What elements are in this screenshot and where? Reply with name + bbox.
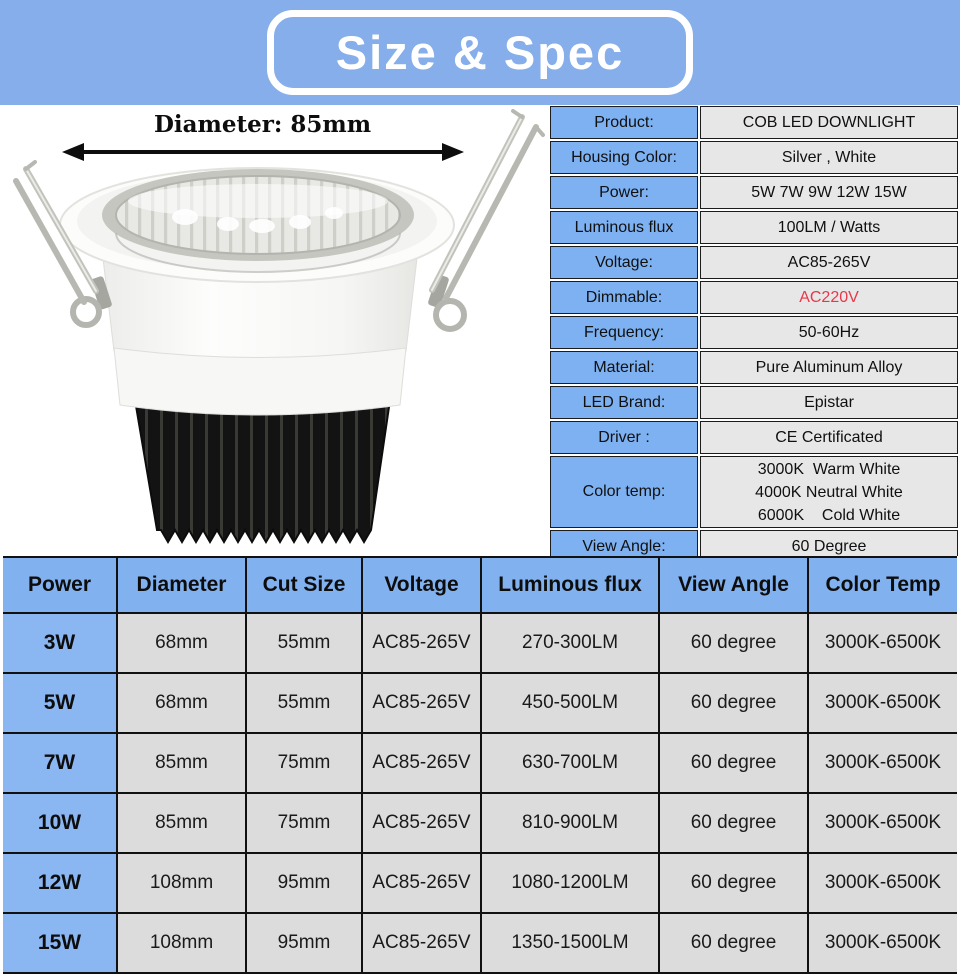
- power-data-cell: 55mm: [246, 673, 362, 733]
- power-value-cell: 10W: [3, 793, 117, 853]
- spec-value-cell: COB LED DOWNLIGHT: [700, 106, 958, 139]
- spec-value-line: 3000K Warm White: [757, 460, 901, 478]
- spec-label-cell: Power:: [550, 176, 698, 209]
- power-data-cell: 1080-1200LM: [481, 853, 659, 913]
- banner-strip: [0, 0, 960, 105]
- spec-value-cell: CE Certificated: [700, 421, 958, 454]
- page-title: Size & Spec: [335, 26, 625, 79]
- spec-label-cell: Voltage:: [550, 246, 698, 279]
- power-header-cell: Diameter: [117, 557, 246, 613]
- dimension-arrow: [62, 143, 464, 161]
- power-data-cell: AC85-265V: [362, 913, 481, 973]
- power-data-cell: 810-900LM: [481, 793, 659, 853]
- power-data-cell: 60 degree: [659, 793, 808, 853]
- spec-label-cell: LED Brand:: [550, 386, 698, 419]
- spec-label-cell: Product:: [550, 106, 698, 139]
- power-data-cell: 3000K-6500K: [808, 673, 957, 733]
- power-data-cell: AC85-265V: [362, 613, 481, 673]
- power-row: [3, 793, 957, 853]
- spec-value-cell: 50-60Hz: [700, 316, 958, 349]
- spec-label-cell: Frequency:: [550, 316, 698, 349]
- spec-row: [550, 456, 958, 528]
- power-data-cell: 68mm: [117, 673, 246, 733]
- power-value-cell: 3W: [3, 613, 117, 673]
- power-data-cell: 270-300LM: [481, 613, 659, 673]
- power-data-cell: 630-700LM: [481, 733, 659, 793]
- power-data-cell: 60 degree: [659, 673, 808, 733]
- power-row: [3, 613, 957, 673]
- power-data-cell: 60 degree: [659, 613, 808, 673]
- power-data-cell: 108mm: [117, 853, 246, 913]
- power-data-cell: 3000K-6500K: [808, 613, 957, 673]
- power-row: [3, 853, 957, 913]
- heatsink-fins: [135, 400, 390, 542]
- power-data-cell: 108mm: [117, 913, 246, 973]
- spec-row: [550, 246, 958, 279]
- power-data-cell: AC85-265V: [362, 733, 481, 793]
- spec-row: [550, 106, 958, 139]
- spec-label-cell: Luminous flux: [550, 211, 698, 244]
- power-table-body: [3, 613, 957, 973]
- power-header-cell: Voltage: [362, 557, 481, 613]
- spec-table: [548, 104, 960, 565]
- power-value-cell: 12W: [3, 853, 117, 913]
- spec-value-line: 6000K Cold White: [757, 506, 901, 524]
- spec-value-cell: 60 Degree: [700, 530, 958, 563]
- power-table: [3, 556, 957, 974]
- power-table-section: [0, 556, 960, 960]
- power-data-cell: AC85-265V: [362, 793, 481, 853]
- product-photo: [0, 105, 548, 556]
- spec-row: [550, 141, 958, 174]
- spec-value-cell: AC220V: [700, 281, 958, 314]
- dimension-label: Diameter: 85mm: [153, 111, 372, 138]
- spec-value-line: 4000K Neutral White: [755, 483, 903, 501]
- power-data-cell: AC85-265V: [362, 853, 481, 913]
- spec-label-cell: Housing Color:: [550, 141, 698, 174]
- downlight-illustration: [0, 105, 548, 556]
- spec-value-cell: 100LM / Watts: [700, 211, 958, 244]
- spec-label-cell: Material:: [550, 351, 698, 384]
- spec-label-cell: Color temp:: [550, 456, 698, 528]
- power-data-cell: 95mm: [246, 853, 362, 913]
- power-data-cell: 450-500LM: [481, 673, 659, 733]
- spec-row: [550, 176, 958, 209]
- power-header-cell: Color Temp: [808, 557, 957, 613]
- power-data-cell: AC85-265V: [362, 673, 481, 733]
- spec-table-body: [550, 106, 958, 563]
- power-value-cell: 15W: [3, 913, 117, 973]
- power-data-cell: 3000K-6500K: [808, 733, 957, 793]
- spec-row: [550, 386, 958, 419]
- power-table-head-row: [3, 557, 957, 613]
- spec-value-cell: Pure Aluminum Alloy: [700, 351, 958, 384]
- spec-value-cell: [700, 456, 958, 528]
- spec-row: [550, 211, 958, 244]
- power-header-cell: View Angle: [659, 557, 808, 613]
- spec-row: [550, 351, 958, 384]
- power-header-cell: Power: [3, 557, 117, 613]
- power-data-cell: 85mm: [117, 793, 246, 853]
- power-data-cell: 3000K-6500K: [808, 793, 957, 853]
- power-value-cell: 5W: [3, 673, 117, 733]
- power-data-cell: 75mm: [246, 793, 362, 853]
- spec-row: [550, 281, 958, 314]
- power-data-cell: 60 degree: [659, 913, 808, 973]
- spec-value-cell: AC85-265V: [700, 246, 958, 279]
- power-data-cell: 55mm: [246, 613, 362, 673]
- power-data-cell: 60 degree: [659, 853, 808, 913]
- spec-value-cell: Silver , White: [700, 141, 958, 174]
- power-row: [3, 913, 957, 973]
- spec-value-cell: Epistar: [700, 386, 958, 419]
- power-header-cell: Cut Size: [246, 557, 362, 613]
- power-data-cell: 75mm: [246, 733, 362, 793]
- power-data-cell: 1350-1500LM: [481, 913, 659, 973]
- power-value-cell: 7W: [3, 733, 117, 793]
- power-data-cell: 95mm: [246, 913, 362, 973]
- spec-label-cell: Driver :: [550, 421, 698, 454]
- power-data-cell: 85mm: [117, 733, 246, 793]
- banner-box: [267, 10, 693, 95]
- spec-row: [550, 316, 958, 349]
- trim-ring: [60, 168, 454, 282]
- power-data-cell: 68mm: [117, 613, 246, 673]
- spec-label-cell: View Angle:: [550, 530, 698, 563]
- spec-label-cell: Dimmable:: [550, 281, 698, 314]
- main-section: [0, 105, 960, 556]
- power-row: [3, 673, 957, 733]
- power-data-cell: 60 degree: [659, 733, 808, 793]
- power-data-cell: 3000K-6500K: [808, 913, 957, 973]
- spec-row: [550, 421, 958, 454]
- power-header-cell: Luminous flux: [481, 557, 659, 613]
- spec-value-cell: 5W 7W 9W 12W 15W: [700, 176, 958, 209]
- power-data-cell: 3000K-6500K: [808, 853, 957, 913]
- power-row: [3, 733, 957, 793]
